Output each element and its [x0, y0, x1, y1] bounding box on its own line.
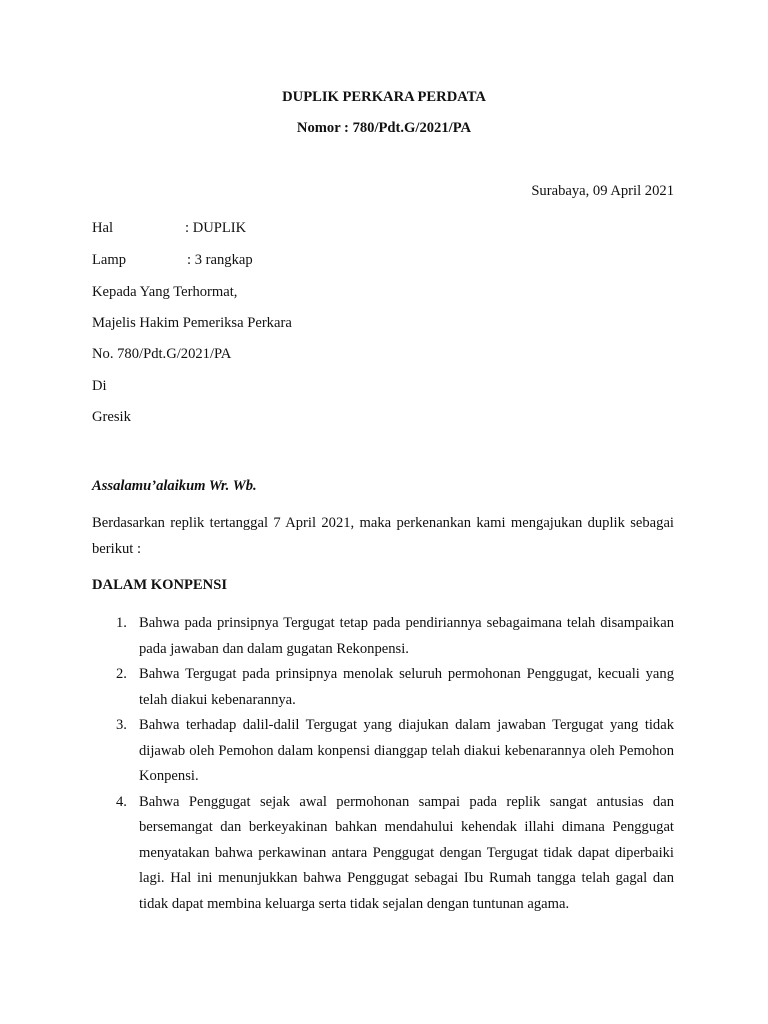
- addressee-line: Kepada Yang Terhormat,: [92, 284, 238, 300]
- lamp-value: : 3 rangkap: [187, 252, 253, 268]
- list-item-number: 4.: [116, 793, 127, 810]
- list-item-text: Bahwa Penggugat sejak awal permohonan sampai pada replik sangat antusias dan bersemangat dan berkeyakinan bahkan mendahului kehendak illahi dimana Penggugat menyatakan bahwa perkawinan antara Penggugat dengan Tergugat tidak dapat diperbaiki lagi. Hal ini menunjukkan bahwa Penggugat sebagai Ibu Rumah tangga telah gagal dan tidak dapat membina keluarga serta tidak sejalan dengan tuntunan agama.: [139, 793, 674, 912]
- list-item: [92, 790, 674, 918]
- case-number: Nomor : 780/Pdt.G/2021/PA: [296, 120, 472, 136]
- hal-value: : DUPLIK: [185, 220, 247, 236]
- list-item-text: Bahwa terhadap dalil-dalil Tergugat yang diajukan dalam jawaban Tergugat yang tidak dijawab oleh Pemohon dalam konpensi dianggap telah diakui kebenarannya oleh Pemohon Konpensi.: [139, 717, 674, 784]
- list-item-number: 1.: [116, 615, 127, 631]
- greeting: Assalamu’alaikum Wr. Wb.: [92, 478, 257, 494]
- hal-label: Hal: [92, 220, 114, 236]
- addressee-line: No. 780/Pdt.G/2021/PA: [92, 346, 232, 362]
- place-date: Surabaya, 09 April 2021: [531, 183, 674, 199]
- numbered-list: [92, 611, 674, 917]
- addressee-line: Di: [92, 378, 107, 394]
- addressee-line: Gresik: [92, 409, 131, 425]
- list-item: [92, 713, 674, 790]
- list-item-number: 3.: [116, 717, 127, 733]
- list-item: [92, 611, 674, 662]
- list-item: [92, 662, 674, 713]
- addressee-line: Majelis Hakim Pemeriksa Perkara: [92, 315, 292, 331]
- list-item-text: Bahwa Tergugat pada prinsipnya menolak seluruh permohonan Penggugat, kecuali yang telah diakui kebenarannya.: [139, 666, 674, 708]
- intro-paragraph: Berdasarkan replik tertanggal 7 April 2021, maka perkenankan kami mengajukan duplik sebagai berikut :: [92, 515, 674, 557]
- document-title: DUPLIK PERKARA PERDATA: [282, 89, 486, 105]
- section-heading: DALAM KONPENSI: [92, 577, 227, 593]
- lamp-label: Lamp: [92, 252, 127, 268]
- list-item-number: 2.: [116, 666, 127, 682]
- list-item-text: Bahwa pada prinsipnya Tergugat tetap pada pendiriannya sebagaimana telah disampaikan pada jawaban dan dalam gugatan Rekonpensi.: [139, 615, 674, 657]
